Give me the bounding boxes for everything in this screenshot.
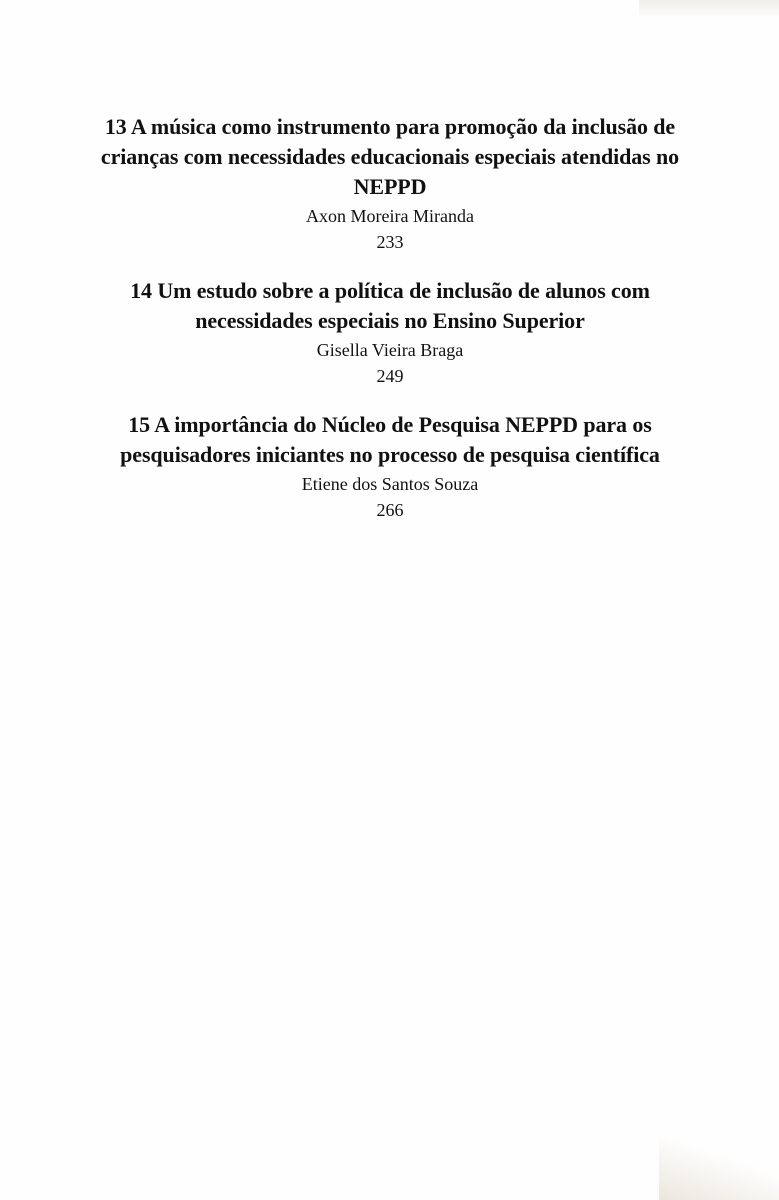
- entry-title-line: NEPPD: [353, 174, 427, 199]
- table-of-contents: [60, 112, 720, 544]
- entry-title-line: crianças com necessidades educacionais especiais atendidas no: [100, 144, 680, 169]
- entry-author: Gisella Vieira Braga: [316, 340, 464, 360]
- entry-title-line: 15 A importância do Núcleo de Pesquisa NEPPD para os: [128, 412, 652, 437]
- entry-page-number: 233: [376, 232, 404, 252]
- entry-title-line: necessidades especiais no Ensino Superior: [195, 308, 585, 333]
- scan-edge-shadow-top: [639, 0, 779, 18]
- entry-page-number: 249: [376, 366, 404, 386]
- entry-author: Etiene dos Santos Souza: [301, 474, 479, 494]
- entry-author: Axon Moreira Miranda: [306, 206, 474, 226]
- toc-entry-14: [60, 276, 720, 388]
- entry-title: [60, 410, 720, 470]
- entry-title: [60, 112, 720, 202]
- entry-title: [60, 276, 720, 336]
- scan-edge-shadow-bottom: [659, 1130, 779, 1200]
- entry-page-number: 266: [376, 500, 404, 520]
- entry-title-line: 14 Um estudo sobre a política de inclusão de alunos com: [130, 278, 650, 303]
- entry-title-line: 13 A música como instrumento para promoção da inclusão de: [104, 114, 676, 139]
- toc-entry-15: [60, 410, 720, 522]
- entry-title-line: pesquisadores iniciantes no processo de pesquisa científica: [120, 442, 660, 467]
- toc-entry-13: [60, 112, 720, 254]
